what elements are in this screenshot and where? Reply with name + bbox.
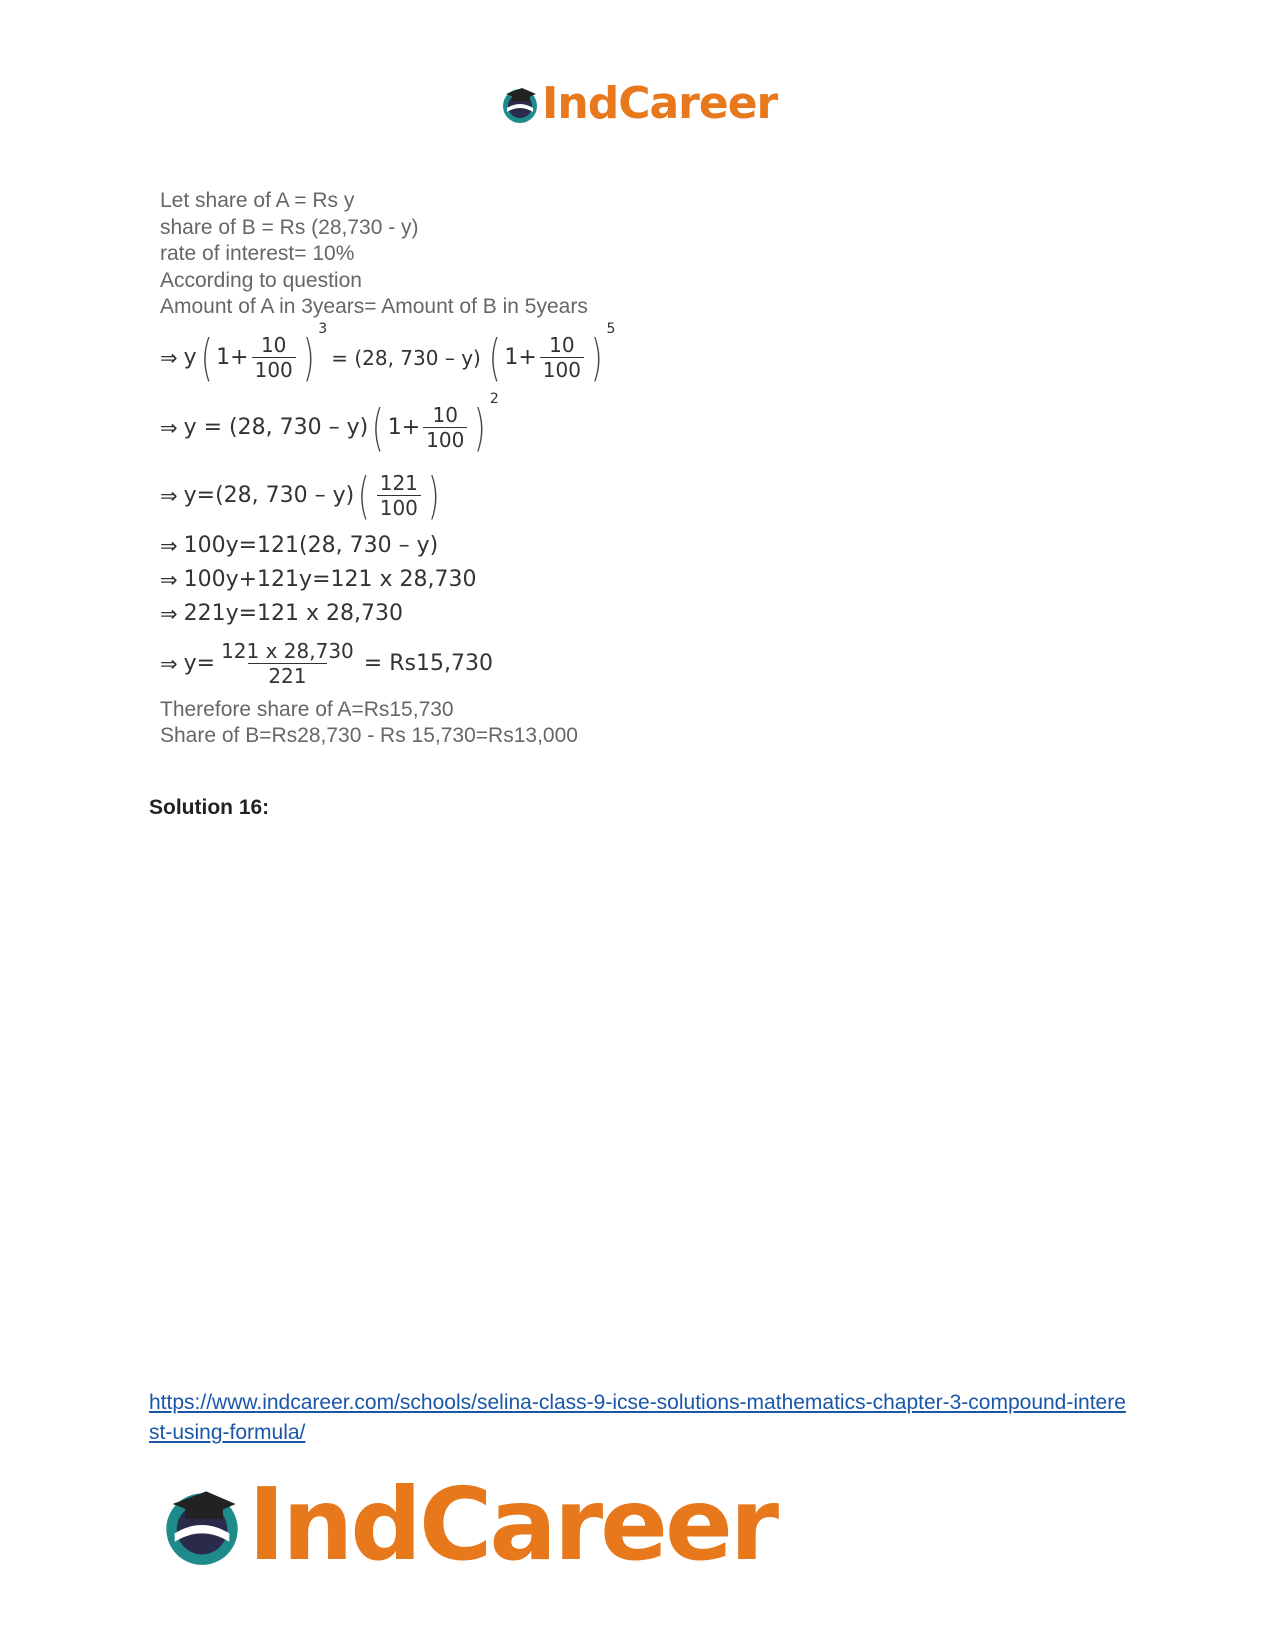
- solution-15-block: [160, 188, 680, 750]
- equation-line: [160, 597, 680, 631]
- header-logo: [500, 78, 777, 129]
- exponent: 2: [489, 390, 499, 407]
- fraction: [423, 403, 467, 452]
- denominator: 100: [423, 427, 467, 452]
- denominator: 100: [540, 357, 584, 382]
- exponent: 5: [606, 320, 616, 337]
- denominator: 221: [248, 663, 326, 688]
- denominator: 100: [377, 495, 421, 520]
- right-paren: ): [474, 398, 486, 457]
- equation-line: [160, 390, 680, 463]
- right-paren: ): [427, 466, 440, 525]
- implies-symbol: ⇒: [160, 533, 178, 558]
- term: y=: [183, 651, 216, 676]
- right-paren: ): [302, 328, 315, 387]
- term: y=(28, 730 – y): [183, 483, 355, 508]
- logo-wordmark: IndCareer: [248, 1466, 777, 1583]
- logo-wordmark: IndCareer: [542, 78, 778, 129]
- left-paren: (: [372, 398, 384, 457]
- text-line: Amount of A in 3years= Amount of B in 5years: [160, 295, 588, 318]
- variable: y: [183, 345, 197, 370]
- term: = (28, 730 – y): [331, 345, 481, 370]
- fraction: [252, 333, 296, 382]
- solution-16-heading: Solution 16:: [149, 796, 270, 819]
- left-paren: (: [488, 328, 501, 387]
- implies-symbol: ⇒: [160, 601, 178, 626]
- exponent: 3: [318, 320, 328, 337]
- implies-symbol: ⇒: [160, 483, 178, 508]
- implies-symbol: ⇒: [160, 415, 178, 440]
- term: 1+: [504, 345, 537, 370]
- equation-line: [160, 463, 680, 529]
- equation-line: [160, 563, 680, 597]
- term: 221y=121 x 28,730: [183, 601, 404, 626]
- equation-line: [160, 631, 680, 697]
- implies-symbol: ⇒: [160, 567, 178, 592]
- text-line: According to question: [160, 268, 362, 292]
- left-paren: (: [358, 466, 370, 525]
- source-link[interactable]: https://www.indcareer.com/schools/selina-class-9-icse-solutions-mathematics-chapter-3-compound-interest-using-formula/: [149, 1391, 1126, 1444]
- term: 100y=121(28, 730 – y): [183, 533, 439, 558]
- term: 100y+121y=121 x 28,730: [183, 567, 477, 592]
- footer-logo: [160, 1466, 776, 1583]
- text-line: share of B = Rs (28,730 - y): [160, 215, 419, 239]
- term: 1+: [387, 415, 421, 440]
- text-line: Therefore share of A=Rs15,730: [160, 697, 454, 721]
- right-paren: ): [590, 328, 603, 387]
- equation-line: [160, 320, 680, 393]
- numerator: 10: [549, 333, 575, 357]
- numerator: 10: [260, 333, 287, 357]
- term: 1+: [216, 345, 249, 370]
- text-line: Let share of A = Rs y: [160, 189, 355, 212]
- equation-line: [160, 529, 680, 563]
- implies-symbol: ⇒: [160, 345, 178, 370]
- fraction: [377, 471, 421, 520]
- text-line: Share of B=Rs28,730 - Rs 15,730=Rs13,000: [160, 724, 578, 747]
- term: y = (28, 730 – y): [183, 415, 369, 440]
- text-line: rate of interest= 10%: [160, 242, 355, 265]
- graduation-globe-icon: [160, 1483, 244, 1567]
- term: = Rs15,730: [363, 651, 493, 676]
- graduation-globe-icon: [500, 84, 540, 124]
- numerator: 121: [379, 471, 418, 495]
- numerator: 121 x 28,730: [221, 639, 354, 663]
- fraction: [540, 333, 584, 382]
- denominator: 100: [252, 357, 296, 382]
- left-paren: (: [200, 328, 213, 387]
- numerator: 10: [432, 403, 458, 427]
- implies-symbol: ⇒: [160, 651, 178, 676]
- fraction: [218, 639, 357, 688]
